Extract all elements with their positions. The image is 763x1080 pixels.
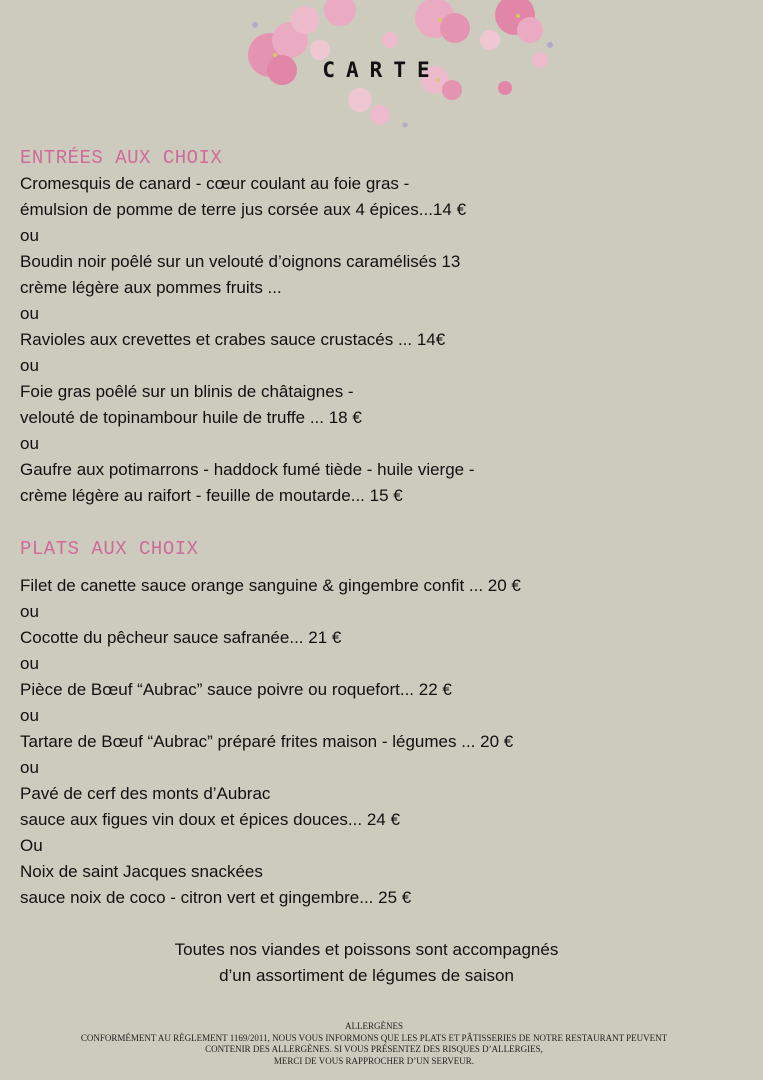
note-line: Toutes nos viandes et poissons sont accompagnés bbox=[174, 940, 559, 959]
menu-line: ou bbox=[20, 706, 39, 725]
menu-line: velouté de topinambour huile de truffe ... 18 € bbox=[20, 408, 362, 427]
menu-line: Boudin noir poêlé sur un velouté d’oignons caramélisés 13 bbox=[20, 252, 461, 271]
allergens-title: ALLERGÈNES bbox=[345, 1021, 403, 1031]
entrees-list bbox=[20, 171, 475, 509]
menu-line: Foie gras poêlé sur un blinis de châtaignes - bbox=[20, 382, 354, 401]
menu-line: crème légère aux pommes fruits ... bbox=[20, 278, 282, 297]
menu-line: Cocotte du pêcheur sauce safranée... 21 € bbox=[20, 628, 342, 647]
page-title: CARTE bbox=[322, 58, 441, 82]
menu-line: Filet de canette sauce orange sanguine & gingembre confit ... 20 € bbox=[20, 576, 521, 595]
menu-line: Cromesquis de canard - cœur coulant au foie gras - bbox=[20, 174, 410, 193]
menu-line: ou bbox=[20, 226, 39, 245]
menu-line: ou bbox=[20, 654, 39, 673]
menu-line: sauce noix de coco - citron vert et gingembre... 25 € bbox=[20, 888, 412, 907]
menu-line: Pavé de cerf des monts d’Aubrac bbox=[20, 784, 271, 803]
allergens-line: MERCI DE VOUS RAPPROCHER D’UN SERVEUR. bbox=[273, 1055, 475, 1066]
plats-list bbox=[20, 573, 521, 911]
garnish-note bbox=[0, 937, 733, 989]
menu-line: ou bbox=[20, 434, 39, 453]
menu-line: crème légère au raifort - feuille de moutarde... 15 € bbox=[20, 486, 403, 505]
menu-line: ou bbox=[20, 602, 39, 621]
entrees-section-title: ENTRÉES AUX CHOIX bbox=[20, 147, 223, 169]
menu-line: ou bbox=[20, 356, 39, 375]
menu-line: émulsion de pomme de terre jus corsée aux 4 épices...14 € bbox=[20, 200, 467, 219]
menu-line: Pièce de Bœuf “Aubrac” sauce poivre ou roquefort... 22 € bbox=[20, 680, 452, 699]
menu-line: ou bbox=[20, 758, 39, 777]
plats-section-title: PLATS AUX CHOIX bbox=[20, 538, 199, 560]
note-line: d’un assortiment de légumes de saison bbox=[219, 966, 514, 985]
menu-line: Tartare de Bœuf “Aubrac” préparé frites maison - légumes ... 20 € bbox=[20, 732, 514, 751]
allergens-notice bbox=[0, 1021, 748, 1067]
menu-line: sauce aux figues vin doux et épices douces... 24 € bbox=[20, 810, 400, 829]
allergens-line: CONFORMÉMENT AU RÈGLEMENT 1169/2011, NOUS VOUS INFORMONS QUE LES PLATS ET PÂTISSERIES DE NOTRE RESTAURANT PEUVENT bbox=[80, 1032, 668, 1043]
menu-line: Gaufre aux potimarrons - haddock fumé tiède - huile vierge - bbox=[20, 460, 475, 479]
allergens-line: CONTENIR DES ALLERGÈNES. SI VOUS PRÉSENTEZ DES RISQUES D’ALLERGIES, bbox=[205, 1044, 543, 1054]
menu-line: Ravioles aux crevettes et crabes sauce crustacés ... 14€ bbox=[20, 330, 446, 349]
menu-line: ou bbox=[20, 304, 39, 323]
menu-line: Ou bbox=[20, 836, 43, 855]
menu-line: Noix de saint Jacques snackées bbox=[20, 862, 263, 881]
